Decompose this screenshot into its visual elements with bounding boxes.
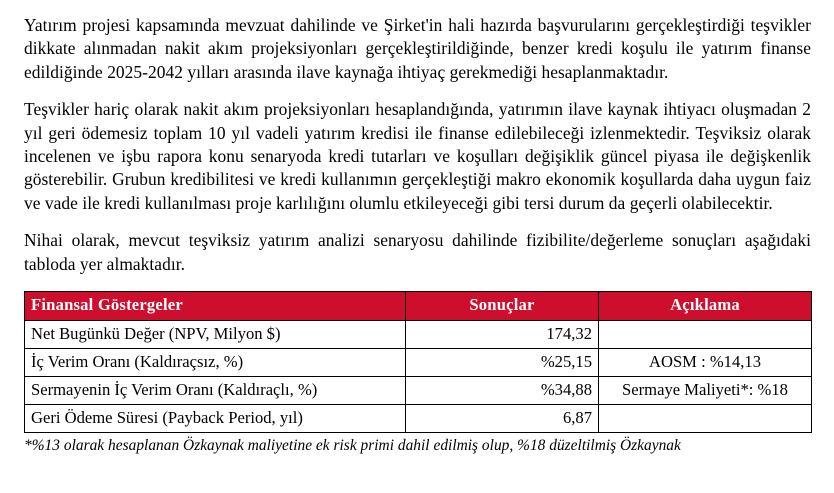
paragraph-1: Yatırım projesi kapsamında mevzuat dahilinde ve Şirket'in hali hazırda başvurularını gerçekleştirdiği teşvikler dikkate alınmadan nakit akım projeksiyonları gerçekleştirildiğinde, benzer kredi koşulu ile yatırım finanse edildiğinde 2025-2042 yılları arasında ilave kaynağa ihtiyaç gerekmediği hesaplanmaktadır. xyxy=(24,15,811,82)
financial-indicators-table-wrapper xyxy=(24,291,811,433)
paragraph-3: Nihai olarak, mevcut teşviksiz yatırım analizi senaryosu dahilinde fizibilite/değerleme sonuçları aşağıdaki tabloda yer almaktadır. xyxy=(24,230,811,274)
table-header xyxy=(25,292,812,321)
table-row xyxy=(25,405,812,433)
cell-value-npv: 174,32 xyxy=(406,321,599,349)
column-header-explanation: Açıklama xyxy=(599,292,812,321)
table-body xyxy=(25,321,812,433)
cell-indicator-equity-irr: Sermayenin İç Verim Oranı (Kaldıraçlı, %) xyxy=(25,377,406,405)
table-footnote: *%13 olarak hesaplanan Özkaynak maliyetine ek risk primi dahil edilmiş olup, %18 düzeltilmiş Özkaynak xyxy=(24,437,681,455)
table-row xyxy=(25,377,812,405)
cell-value-irr: %25,15 xyxy=(406,349,599,377)
financial-indicators-table xyxy=(24,291,812,433)
paragraph-2: Teşvikler hariç olarak nakit akım projeksiyonları hesaplandığında, yatırımın ilave kaynak ihtiyacı oluşmadan 2 yıl geri ödemesiz toplam 10 yıl vadeli yatırım kredisi ile finanse edilebileceği izlenmektedir. Teşviksiz olarak incelenen ve işbu rapora konu senaryoda kredi tutarları ve koşulları değişiklik güncel piyasa ile değişkenlik gösterebilir. Grubun kredibilitesi ve kredi kullanımın gerçekleştiği makro ekonomik koşullarda daha uygun faiz ve vade ile kredi kullanılması proje karlılığını olumlu etkileyeceği gibi tersi durum da geçerli olabilecektir. xyxy=(24,99,811,213)
cell-value-payback: 6,87 xyxy=(406,405,599,433)
table-row xyxy=(25,349,812,377)
column-header-indicator: Finansal Göstergeler xyxy=(25,292,406,321)
column-header-results: Sonuçlar xyxy=(406,292,599,321)
cell-note-payback xyxy=(599,405,812,433)
cell-indicator-npv: Net Bugünkü Değer (NPV, Milyon $) xyxy=(25,321,406,349)
cell-note-npv xyxy=(599,321,812,349)
table-header-row xyxy=(25,292,812,321)
cell-indicator-irr: İç Verim Oranı (Kaldıraçsız, %) xyxy=(25,349,406,377)
cell-value-equity-irr: %34,88 xyxy=(406,377,599,405)
table-row xyxy=(25,321,812,349)
cell-indicator-payback: Geri Ödeme Süresi (Payback Period, yıl) xyxy=(25,405,406,433)
cell-note-irr: AOSM : %14,13 xyxy=(599,349,812,377)
cell-note-equity-irr: Sermaye Maliyeti*: %18 xyxy=(599,377,812,405)
